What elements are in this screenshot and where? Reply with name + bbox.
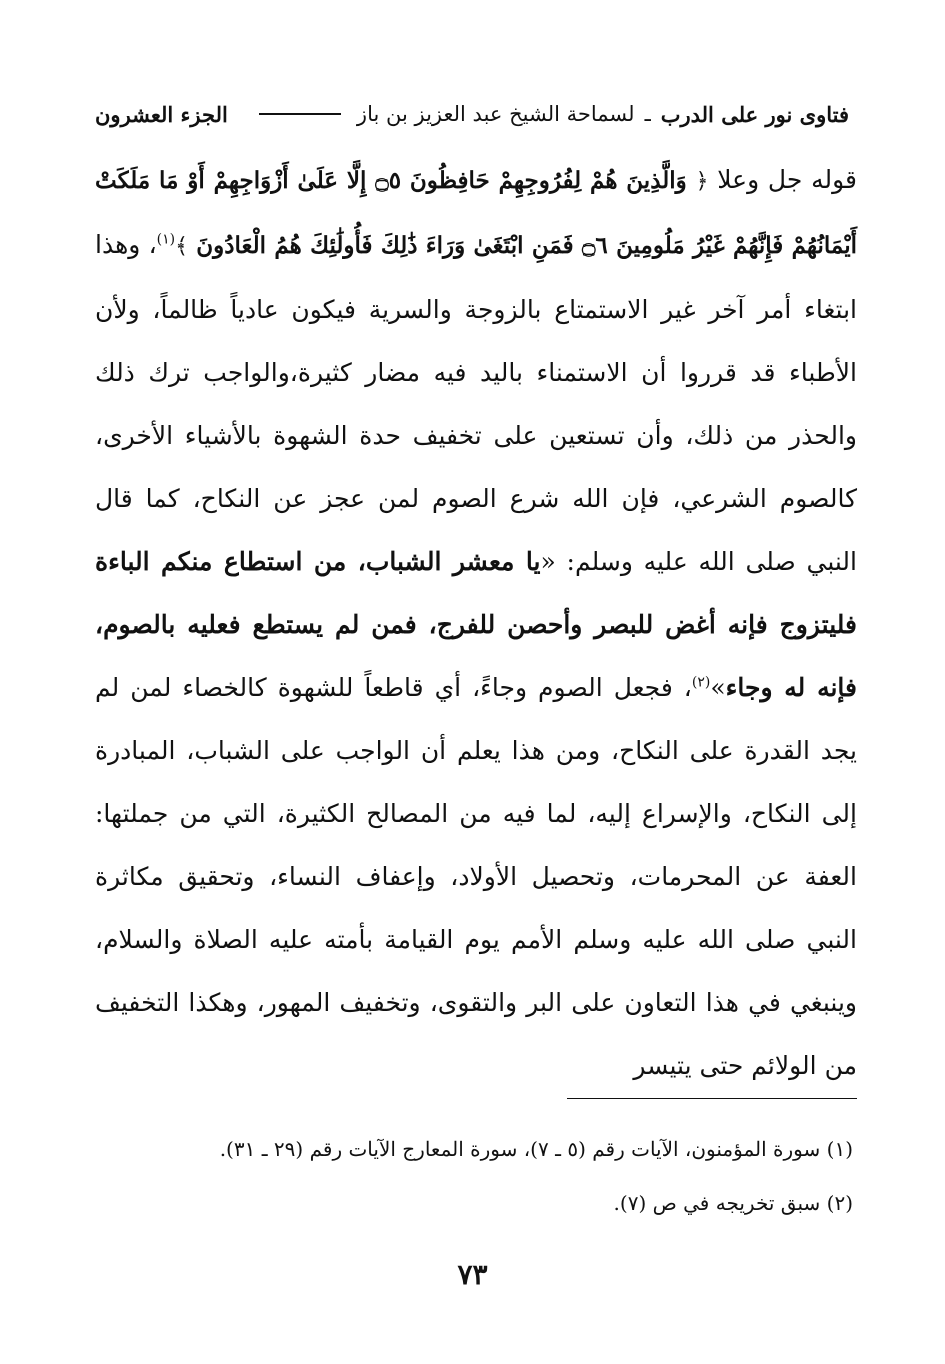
footnotes — [95, 1122, 853, 1230]
hadith-text: يا معشر الشباب، من استطاع منكم الباءة فليتزوج فإنه أغض للبصر وأحصن للفرج، فمن لم يستطع فعليه بالصوم، فإنه له وجاء — [95, 547, 857, 702]
hadith-open-quote: « — [540, 547, 556, 576]
author-name: لسماحة الشيخ عبد العزيز بن باز — [356, 102, 635, 126]
page-number: ٧٣ — [457, 1258, 488, 1291]
footnote-divider — [567, 1098, 857, 1099]
quote-intro: قوله جل وعلا — [717, 165, 857, 194]
running-header — [95, 96, 849, 132]
quran-verse: وَالَّذِينَ هُمْ لِفُرُوجِهِمْ حَافِظُونَ ۝٥ إِلَّا عَلَىٰ أَزْوَاجِهِمْ أَوْ مَا مَلَكَتْ أَيْمَانُهُمْ فَإِنَّهُمْ غَيْرُ مَلُومِينَ ۝٦ فَمَنِ ابْتَغَىٰ وَرَاءَ ذَٰلِكَ فَأُولَٰئِكَ هُمُ الْعَادُونَ — [95, 167, 858, 259]
footnote-2: (٢) سبق تخريجه في ص (٧). — [613, 1191, 853, 1215]
book-title: فتاوى نور على الدرب — [660, 101, 849, 127]
quran-close-bracket: ﴾ — [175, 234, 189, 259]
header-left — [95, 102, 228, 127]
header-right — [253, 102, 849, 127]
main-text — [95, 148, 857, 1097]
header-separator: ـ — [644, 102, 651, 126]
paragraph-text: ، وهذا ابتغاء أمر آخر غير الاستمتاع بالزوجة والسرية فيكون عادياً ظالماً، ولأن الأطباء قد قرروا أن الاستمناء باليد فيه مضار كثيرة،والواجب ترك ذلك والحذر من ذلك، وأن تستعين على تخفيف حدة الشهوة بالأشياء الأخرى، كالصوم الشرعي، فإن الله شرع الصوم لمن عجز عن النكاح، كما قال النبي صلى الله عليه وسلم: — [95, 230, 857, 576]
footnote-1: (١) سورة المؤمنون، الآيات رقم (٥ ـ ٧)، سورة المعارج الآيات رقم (٢٩ ـ ٣١). — [219, 1137, 853, 1161]
footnote-ref-2: (٢) — [691, 674, 711, 691]
hadith-close-quote: » — [710, 673, 726, 702]
header-rule — [259, 113, 341, 115]
part-number: الجزء العشرون — [95, 101, 228, 127]
footnote-ref-1: (١) — [156, 231, 176, 248]
paragraph — [95, 148, 857, 1097]
paragraph-text-continued: ، فجعل الصوم وجاءً، أي قاطعاً للشهوة كالخصاء لمن لم يجد القدرة على النكاح، ومن هذا يعلم أن الواجب على الشباب، المبادرة إلى النكاح، والإسراع إليه، لما فيه من المصالح الكثيرة، التي من جملتها: العفة عن المحرمات، وتحصيل الأولاد، وإعفاف النساء، وتحقيق مكاثرة النبي صلى الله عليه وسلم الأمم يوم القيامة بأمته عليه الصلاة والسلام، وينبغي في هذا التعاون على البر والتقوى، وتخفيف المهور، وهكذا التخفيف من الولائم حتى يتيسر — [95, 673, 857, 1080]
quran-open-bracket: ﴿ — [695, 169, 709, 194]
